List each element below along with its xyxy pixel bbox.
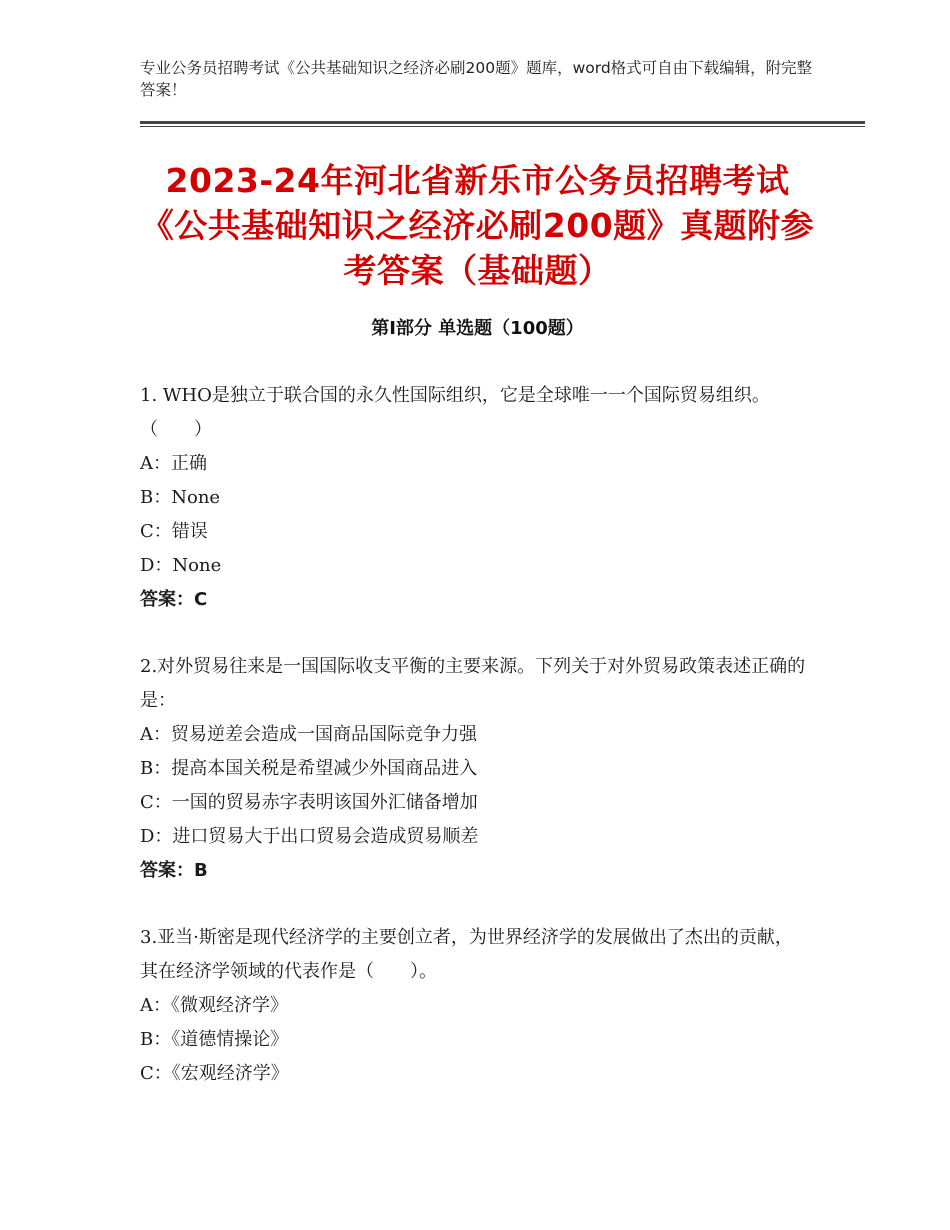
- answer-line: 答案：C: [140, 589, 208, 610]
- option-a: A：正确: [140, 453, 207, 474]
- question-2: [140, 650, 810, 888]
- section-heading: 第Ⅰ部分 单选题（100题）: [371, 318, 584, 339]
- question-stem: 3.亚当·斯密是现代经济学的主要创立者，为世界经济学的发展做出了杰出的贡献，其在经济学领域的代表作是（ ）。: [140, 927, 793, 982]
- option-c: C：一国的贸易赤字表明该国外汇储备增加: [140, 792, 478, 813]
- option-a: A：《微观经济学》: [140, 995, 288, 1016]
- header-note: 专业公务员招聘考试《公共基础知识之经济必刷200题》题库，word格式可自由下载编辑，附完整答案！: [140, 59, 813, 99]
- header-divider-thick: [140, 121, 865, 124]
- option-c: C：《宏观经济学》: [140, 1063, 289, 1084]
- question-list: [140, 379, 810, 1124]
- option-b: B：提高本国关税是希望减少外国商品进入: [140, 758, 478, 779]
- option-b: B：《道德情操论》: [140, 1029, 289, 1050]
- option-d: D：进口贸易大于出口贸易会造成贸易顺差: [140, 826, 479, 847]
- option-d: D：None: [140, 555, 222, 576]
- question-3: [140, 921, 810, 1091]
- question-stem: 2.对外贸易往来是一国国际收支平衡的主要来源。下列关于对外贸易政策表述正确的是：: [140, 656, 806, 711]
- option-b: B：None: [140, 487, 221, 508]
- option-a: A：贸易逆差会造成一国商品国际竞争力强: [140, 724, 477, 745]
- option-c: C：错误: [140, 521, 208, 542]
- document-title: 2023-24年河北省新乐市公务员招聘考试《公共基础知识之经济必刷200题》真题附参考答案（基础题）: [140, 161, 815, 290]
- header-divider-thin: [140, 126, 865, 127]
- question-1: [140, 379, 810, 617]
- answer-line: 答案：B: [140, 860, 208, 881]
- question-stem: 1. WHO是独立于联合国的永久性国际组织，它是全球唯一一个国际贸易组织。（ ）: [140, 385, 770, 440]
